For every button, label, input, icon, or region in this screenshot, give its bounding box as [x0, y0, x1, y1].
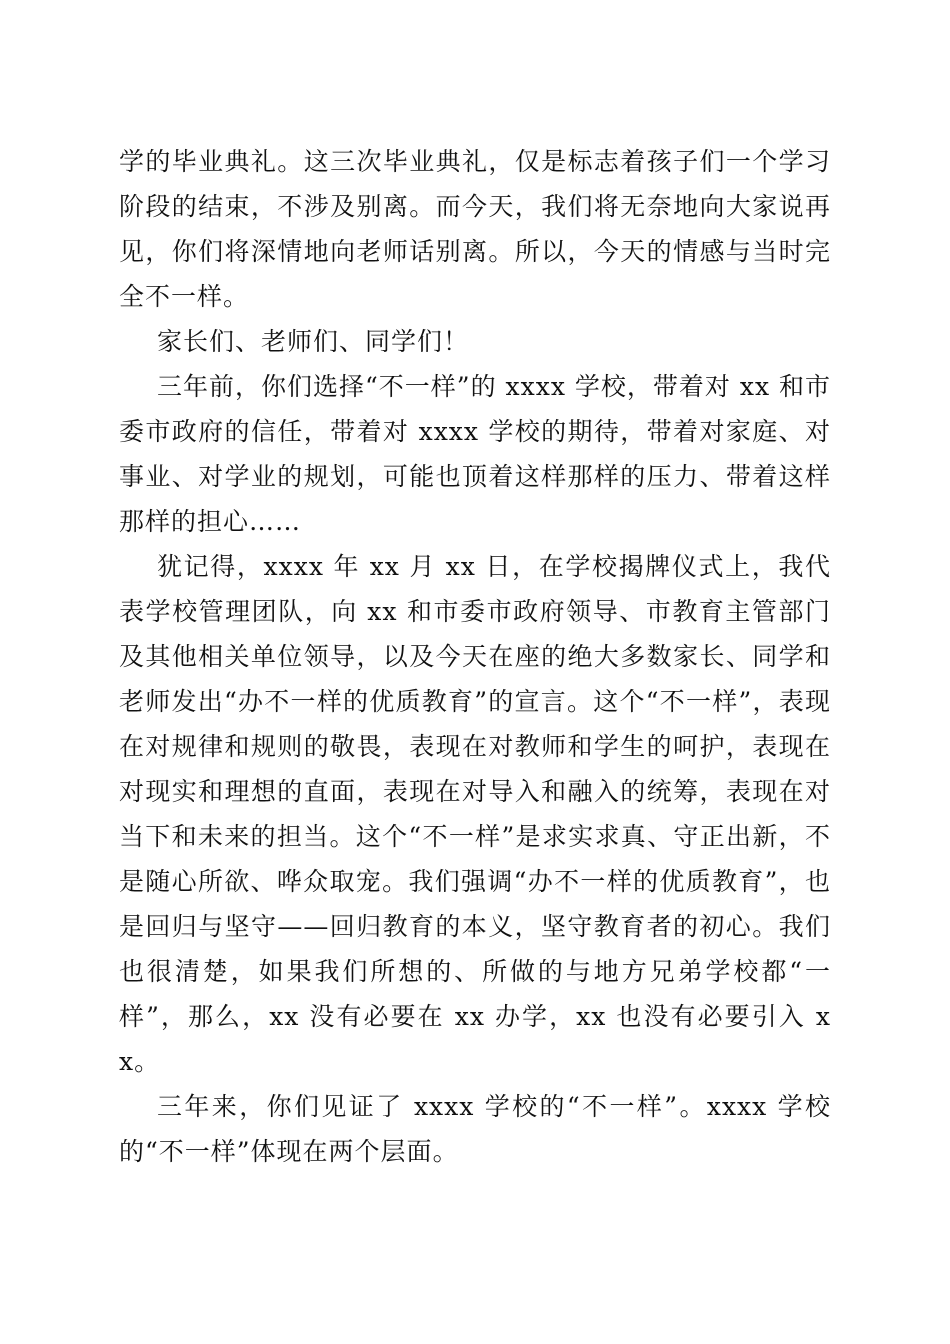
paragraph-salutation: 家长们、老师们、同学们！ — [157, 327, 470, 356]
document-body — [119, 139, 831, 1174]
paragraph-three-years-since: 三年来，你们见证了 xxxx 学校的“不一样”。xxxx 学校的“不一样”体现在两个层面。 — [119, 1092, 831, 1166]
paragraph-remember: 犹记得，xxxx 年 xx 月 xx 日，在学校揭牌仪式上，我代表学校管理团队，向 xx 和市委市政府领导、市教育主管部门及其他相关单位领导，以及今天在座的绝大多数家长、同学和老师发出“办不一样的优质教育”的宣言。这个“不一样”，表现在对规律和规则的敬畏，表现在对教师和学生的呵护，表现在对现实和理想的直面，表现在对导入和融入的统筹，表现在对当下和未来的担当。这个“不一样”是求实求真、守正出新，不是随心所欲、哗众取宠。我们强调“办不一样的优质教育”，也是回归与坚守——回归教育的本义，坚守教育者的初心。我们也很清楚，如果我们所想的、所做的与地方兄弟学校都“一样”，那么，xx 没有必要在 xx 办学，xx 也没有必要引入 xx。 — [119, 552, 831, 1076]
paragraph-continuation: 学的毕业典礼。这三次毕业典礼，仅是标志着孩子们一个学习阶段的结束，不涉及别离。而今天，我们将无奈地向大家说再见，你们将深情地向老师话别离。所以，今天的情感与当时完全不一样。 — [119, 147, 831, 311]
paragraph-three-years-ago: 三年前，你们选择“不一样”的 xxxx 学校，带着对 xx 和市委市政府的信任，带着对 xxxx 学校的期待，带着对家庭、对事业、对学业的规划，可能也顶着这样那样的压力、带着这样那样的担心…… — [119, 372, 831, 536]
